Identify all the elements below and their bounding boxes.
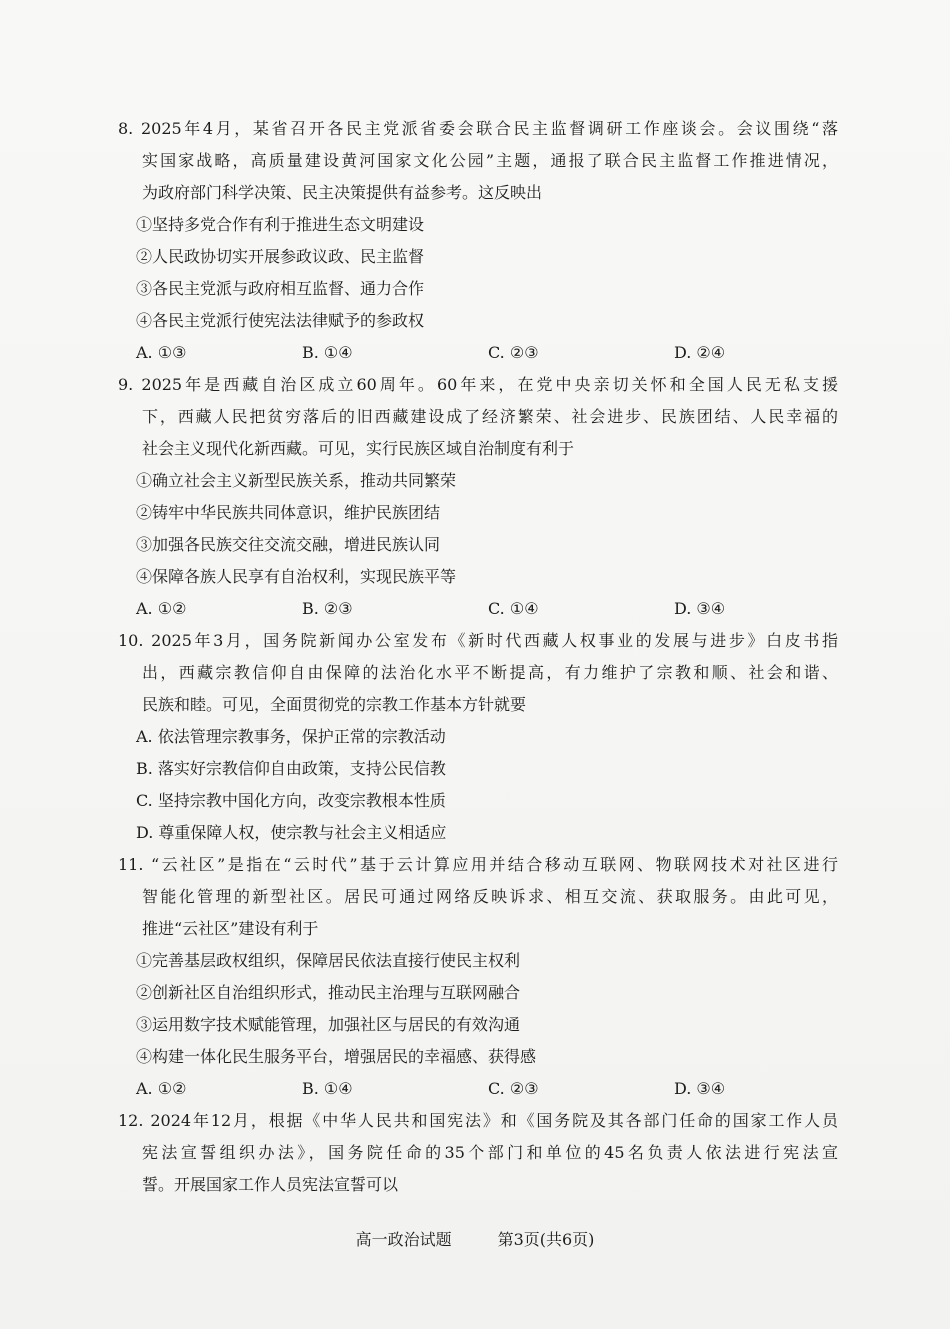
question-9 (118, 369, 838, 625)
statement-option: ①坚持多党合作有利于推进生态文明建设 (136, 215, 425, 234)
question-text-line: 下，西藏人民把贫穷落后的旧西藏建设成了经济繁荣、社会进步、民族团结、人民幸福的 (142, 407, 838, 426)
statement-option: ②铸牢中华民族共同体意识，维护民族团结 (136, 503, 441, 522)
answer-choice-d: D. ②④ (674, 343, 726, 362)
question-text-line: 10. 2025年3月，国务院新闻办公室发布《新时代西藏人权事业的发展与进步》白皮书指 (118, 631, 838, 650)
statement-option: ①确立社会主义新型民族关系，推动共同繁荣 (136, 471, 457, 490)
question-text-line: 宪法宣誓组织办法》，国务院任命的35个部门和单位的45名负责人依法进行宪法宣 (142, 1143, 838, 1162)
answer-option-b: B. 落实好宗教信仰自由政策，支持公民信教 (136, 759, 446, 778)
question-text-line: 民族和睦。可见，全面贯彻党的宗教工作基本方针就要 (142, 695, 527, 714)
footer-subject: 高一政治试题 (355, 1230, 452, 1249)
question-8 (118, 113, 838, 369)
answer-choice-c: C. ②③ (488, 1079, 539, 1098)
statement-option: ④保障各族人民享有自治权利，实现民族平等 (136, 567, 457, 586)
question-text-line: 8. 2025年4月，某省召开各民主党派省委会联合民主监督调研工作座谈会。会议围绕“落 (118, 119, 838, 138)
answer-option-a: A. 依法管理宗教事务，保护正常的宗教活动 (136, 727, 446, 746)
answer-choices (118, 1073, 838, 1105)
question-text-line: 智能化管理的新型社区。居民可通过网络反映诉求、相互交流、获取服务。由此可见， (142, 887, 838, 906)
answer-choice-b: B. ①④ (302, 1079, 353, 1098)
answer-choice-c: C. ①④ (488, 599, 539, 618)
statement-option: ③加强各民族交往交流交融，增进民族认同 (136, 535, 441, 554)
question-11 (118, 849, 838, 1105)
question-text-line: 实国家战略，高质量建设黄河国家文化公园”主题，通报了联合民主监督工作推进情况， (142, 151, 838, 170)
question-text-line: 为政府部门科学决策、民主决策提供有益参考。这反映出 (142, 183, 543, 202)
question-10 (118, 625, 838, 849)
statement-option: ③运用数字技术赋能管理，加强社区与居民的有效沟通 (136, 1015, 521, 1034)
answer-choice-c: C. ②③ (488, 343, 539, 362)
statement-option: ②创新社区自治组织形式，推动民主治理与互联网融合 (136, 983, 521, 1002)
page-footer (0, 1226, 950, 1254)
question-text-line: 社会主义现代化新西藏。可见，实行民族区域自治制度有利于 (142, 439, 575, 458)
statement-option: ④构建一体化民生服务平台，增强居民的幸福感、获得感 (136, 1047, 537, 1066)
statement-option: ④各民主党派行使宪法法律赋予的参政权 (136, 311, 425, 330)
statement-option: ③各民主党派与政府相互监督、通力合作 (136, 279, 425, 298)
answer-choice-a: A. ①② (136, 1079, 187, 1098)
question-text-line: 誓。开展国家工作人员宪法宣誓可以 (142, 1175, 399, 1194)
statement-option: ②人民政协切实开展参政议政、民主监督 (136, 247, 425, 266)
question-text-line: 9. 2025年是西藏自治区成立60周年。60年来，在党中央亲切关怀和全国人民无私支援 (118, 375, 838, 394)
answer-choices (118, 337, 838, 369)
answer-choice-b: B. ①④ (302, 343, 353, 362)
answer-option-d: D. 尊重保障人权，使宗教与社会主义相适应 (136, 823, 447, 842)
answer-choices (118, 593, 838, 625)
answer-option-c: C. 坚持宗教中国化方向，改变宗教根本性质 (136, 791, 446, 810)
question-text-line: 出，西藏宗教信仰自由保障的法治化水平不断提高，有力维护了宗教和顺、社会和谐、 (142, 663, 838, 682)
question-list (118, 113, 838, 1201)
question-12 (118, 1105, 838, 1201)
answer-choice-d: D. ③④ (674, 1079, 726, 1098)
question-text-line: 推进“云社区”建设有利于 (142, 919, 319, 938)
answer-choice-a: A. ①② (136, 599, 187, 618)
answer-choice-b: B. ②③ (302, 599, 353, 618)
statement-option: ①完善基层政权组织，保障居民依法直接行使民主权利 (136, 951, 521, 970)
footer-page-number: 第3页(共6页) (497, 1230, 595, 1249)
answer-choice-a: A. ①③ (136, 343, 187, 362)
question-text-line: 11. “云社区”是指在“云时代”基于云计算应用并结合移动互联网、物联网技术对社区进行 (118, 855, 838, 874)
answer-choice-d: D. ③④ (674, 599, 726, 618)
question-text-line: 12. 2024年12月，根据《中华人民共和国宪法》和《国务院及其各部门任命的国家工作人员 (118, 1111, 838, 1130)
